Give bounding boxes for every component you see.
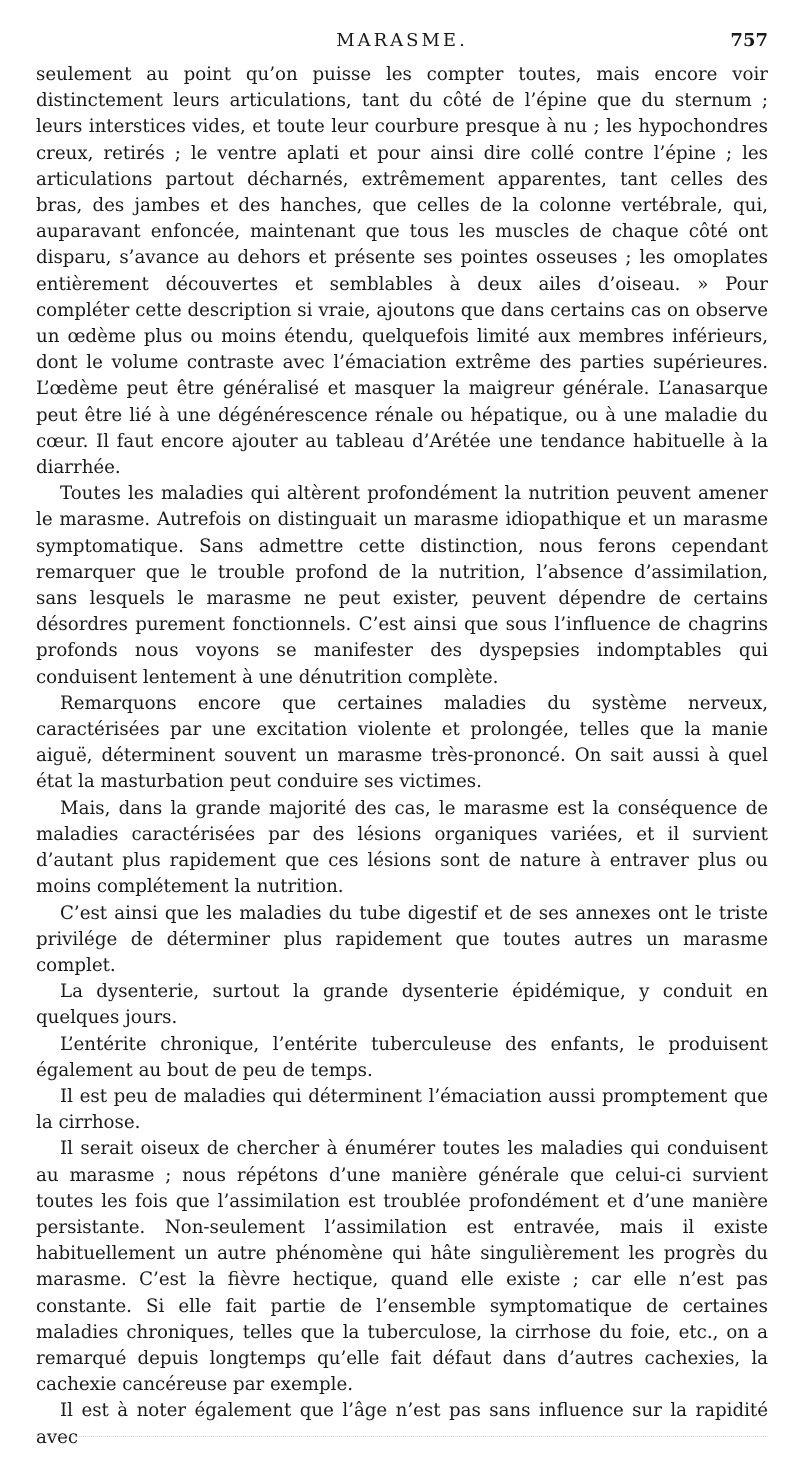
paragraph: L’entérite chronique, l’entérite tuberculeuse des enfants, le produisent également au bout de peu de temps.	[36, 1033, 768, 1081]
running-title: MARASME.	[336, 30, 468, 51]
paragraph: La dysenterie, surtout la grande dysenterie épidémique, y conduit en quelques jours.	[36, 981, 768, 1029]
paragraph: Toutes les maladies qui altèrent profondément la nutrition peuvent amener le marasme. Autrefois on distinguait un marasme idiopathique et un marasme symptomatique. Sans admettre cette distinction, nous ferons cependant remarquer que le trouble profond de la nutrition, l’absence d’assimilation, sans lesquels le marasme ne peut exister, peuvent dépendre de certains désordres purement fonctionnels. C’est ainsi que sous l’influence de chagrins profonds nous voyons se manifester des dyspepsies indomptables qui conduisent lentement à une dénutrition complète.	[36, 483, 768, 688]
paragraph: Il est peu de maladies qui déterminent l’émaciation aussi promptement que la cirrhose.	[36, 1085, 768, 1134]
page-header	[36, 30, 768, 56]
paragraph: C’est ainsi que les maladies du tube digestif et de ses annexes ont le triste privilége de déterminer plus rapidement que toutes autres un marasme complet.	[36, 902, 768, 976]
paragraph: Il est à noter également que l’âge n’est pas sans influence sur la rapidité avec	[36, 1400, 768, 1448]
paragraph: Remarquons encore que certaines maladies du système nerveux, caractérisées par une excitation violente et prolongée, telles que la manie aiguë, déterminent souvent un marasme très-prononcé. On sait aussi à quel état la masturbation peut conduire ses victimes.	[36, 692, 768, 793]
paragraph: Il serait oiseux de chercher à énumérer toutes les maladies qui conduisent au marasme ; nous répétons d’une manière générale que celui-ci survient toutes les fois que l’assimilation est troublée profondément et d’une manière persistante. Non-seulement l’assimilation est entravée, mais il existe habituellement un autre phénomène qui hâte singulièrement les progrès du marasme. C’est la fièvre hectique, quand elle existe ; car elle n’est pas constante. Si elle fait partie de l’ensemble symptomatique de certaines maladies chroniques, telles que la tuberculose, la cirrhose du foie, etc., on a remarqué depuis longtemps qu’elle fait défaut dans d’autres cachexies, la cachexie cancéreuse par exemple.	[36, 1138, 768, 1396]
paragraph-continuation: seulement au point qu’on puisse les compter toutes, mais encore voir distinctement leurs articulations, tant du côté de l’épine que du sternum ; leurs interstices vides, et toute leur courbure presque à nu ; les hypochondres creux, retirés ; le ventre aplati et pour ainsi dire collé contre l’épine ; les articulations partout décharnés, extrêmement apparentes, tant celles des bras, des jambes et des hanches, que celles de la colonne vertébrale, qui, auparavant enfoncée, maintenant que tous les muscles de chaque côté ont disparu, s’avance au dehors et présente ses pointes osseuses ; les omoplates entièrement découvertes et semblables à deux ailes d’oiseau. » Pour compléter cette description si vraie, ajoutons que dans certains cas on observe un œdème plus ou moins étendu, quelquefois limité aux membres inférieurs, dont le volume contraste avec l’émaciation extrême des parties supérieures. L’œdème peut être généralisé et masquer la maigreur générale. L’anasarque peut être lié à une dégénérescence rénale ou hépatique, ou à une maladie du cœur. Il faut encore ajouter au tableau d’Arétée une tendance habituelle à la diarrhée.	[36, 64, 768, 479]
paragraph: Mais, dans la grande majorité des cas, le marasme est la conséquence de maladies caractérisées par des lésions organiques variées, et il survient d’autant plus rapidement que ces lésions sont de nature à entraver plus ou moins complétement la nutrition.	[36, 797, 768, 898]
document-page	[36, 30, 768, 1451]
page-number: 757	[730, 30, 768, 51]
body-text	[36, 62, 768, 1451]
footer-scan-rule	[36, 1436, 768, 1443]
